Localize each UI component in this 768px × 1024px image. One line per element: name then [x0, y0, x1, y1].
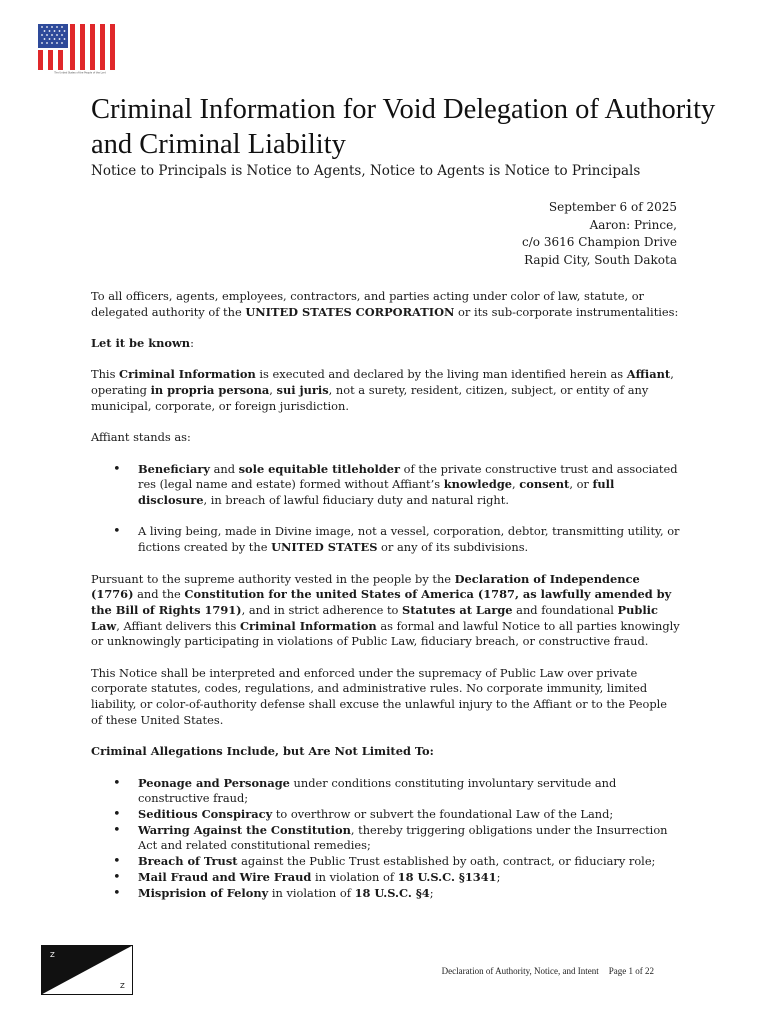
list-item: • A living being, made in Divine image, not a vessel, corporation, debtor, transmitting utility, or fictions created by the UNITED STATES or any of its subdivisions. [91, 524, 681, 555]
list-item: • Misprision of Felony in violation of 18 U.S.C. §4; [91, 886, 681, 902]
affiant-declaration-paragraph: This Criminal Information is executed and declared by the living man identified herein as Affiant, operating in propria persona, sui juris, not a surety, resident, citizen, subject, or entity of any municipal, corporate, or foreign jurisdiction. [91, 367, 674, 413]
list-item: • Peonage and Personage under conditions constituting involuntary servitude and constructive fraud; [91, 776, 681, 807]
list-item: • Warring Against the Constitution, thereby triggering obligations under the Insurrection Act and related constitutional remedies; [91, 823, 681, 854]
letter-date: September 6 of 2025 [548, 200, 677, 214]
list-item: • Breach of Trust against the Public Trust established by oath, contract, or fiduciary role; [91, 854, 681, 870]
authority-paragraph: Pursuant to the supreme authority vested in the people by the Declaration of Independence (1776) and the Constitution for the united States of America (1787, as lawfully amended by the Bill of Rights 1791), and in strict adherence to Statutes at Large and foundational Public Law, Affiant delivers this Criminal Information as formal and lawful Notice to all parties knowingly or unknowingly participating in violations of Public Law, fiduciary breach, or constructive fraud. [91, 571, 680, 649]
flag-logo [36, 24, 124, 74]
footer-doc-title: Declaration of Authority, Notice, and Intent [441, 966, 599, 976]
document-title: Criminal Information for Void Delegation of Authority and Criminal Liability [91, 94, 716, 160]
allegations-list [91, 776, 681, 902]
affiant-status-list [91, 462, 681, 556]
page-number: Page 1 of 22 [608, 966, 654, 976]
svg-text:Z: Z [50, 951, 55, 959]
logo-caption: The Untied States of the People of the Lord [54, 71, 106, 74]
sender-address-block [522, 199, 677, 269]
allegations-heading: Criminal Allegations Include, but Are Not Limited To: [91, 744, 434, 759]
document-body [91, 289, 681, 917]
document-subtitle: Notice to Principals is Notice to Agents, Notice to Agents is Notice to Principals [91, 163, 641, 179]
page-footer [432, 966, 654, 976]
svg-text:Z: Z [120, 982, 125, 990]
z-seal-mark [41, 945, 133, 995]
list-item: • Seditious Conspiracy to overthrow or subvert the foundational Law of the Land; [91, 807, 681, 823]
list-item: • Mail Fraud and Wire Fraud in violation of 18 U.S.C. §1341; [91, 870, 681, 886]
list-item: • Beneficiary and sole equitable titleholder of the private constructive trust and associated res (legal name and estate) formed without Affiant’s knowledge, consent, or full disclosure, in breach of lawful fiduciary duty and natural right. [91, 462, 681, 509]
addressee-paragraph: To all officers, agents, employees, contractors, and parties acting under color of law, statute, or delegated authority of the UNITED STATES CORPORATION or its sub-corporate instrumentalities: [91, 289, 679, 319]
sender-street: c/o 3616 Champion Drive [522, 235, 677, 250]
affiant-stands-as: Affiant stands as: [91, 430, 191, 445]
sender-name: Aaron: Prince, [589, 217, 677, 232]
sender-city: Rapid City, South Dakota [524, 252, 677, 267]
let-it-be-known: Let it be known: [91, 336, 194, 351]
supremacy-paragraph: This Notice shall be interpreted and enforced under the supremacy of Public Law over private corporate statutes, codes, regulations, and administrative rules. No corporate immunity, limited liability, or color-of-authority defense shall excuse the unlawful injury to the Affiant or to the People of these United States. [91, 665, 668, 727]
